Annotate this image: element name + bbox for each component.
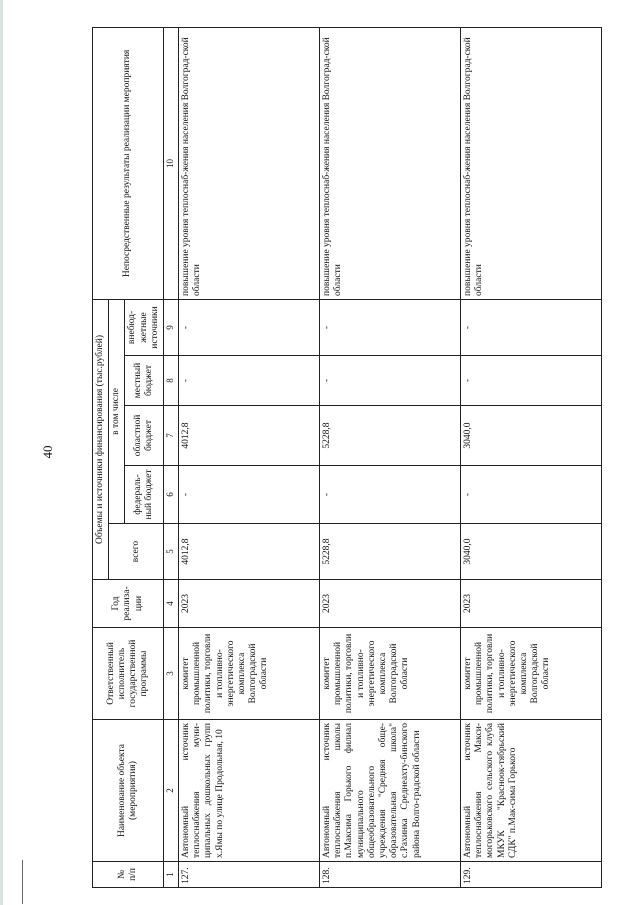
total-amount: 5228,8 [320,524,461,580]
col-number: 9 [164,299,179,355]
object-name: Автономный источник теплоснабжения Макси-могорьковского сельского клуба МКУК "Красноок-тябрьский СДК" п.Мак-сима Горького [461,720,602,862]
col-number: 4 [164,580,179,628]
local-amount: - [461,356,602,406]
col-number: 10 [164,27,179,299]
column-number-row [164,27,179,887]
total-amount: 3040,0 [461,524,602,580]
col-number: 6 [164,466,179,524]
federal-amount: - [320,466,461,524]
federal-amount: - [461,466,602,524]
table-row [179,27,320,887]
col-number: 2 [164,720,179,862]
regional-amount: 3040,0 [461,406,602,466]
executor: комитет промышленной политики, торговли и топливно-энергетического комплекса Волгоградской области [179,628,320,720]
total-amount: 4012,8 [179,524,320,580]
extra-amount: - [461,299,602,355]
col-header-year: Год реализа-ции [93,580,164,628]
col-header-total: всего [109,524,164,580]
col-number: 3 [164,628,179,720]
col-header-regional: областной бюджет [125,406,164,466]
col-header-incl: в том числе [109,299,125,523]
year: 2023 [461,580,602,628]
scan-edge [0,0,3,905]
executor: комитет промышленной политики, торговли и топливно-энергетического комплекса Волгоградской области [461,628,602,720]
col-number: 5 [164,524,179,580]
federal-amount: - [179,466,320,524]
col-header-executor: Ответственный исполнитель государственной программы [93,628,164,720]
result: повышение уровня теплоснаб-жения населения Волгоград-ской области [461,27,602,299]
table-row [320,27,461,887]
year: 2023 [179,580,320,628]
object-name: Автономный источник теплоснабжения школы п.Максима Горького филиал муниципального общеобразовательного учреждения "Средняя обще-образовательная школа" с.Рахинка Среднеахту-бинского района Волго-градской области [320,720,461,862]
table-row [461,27,602,887]
local-amount: - [179,356,320,406]
extra-amount: - [179,299,320,355]
col-header-federal: федераль-ный бюджет [125,466,164,524]
row-num: 129. [461,862,602,888]
row-num: 128. [320,862,461,888]
col-number: 8 [164,356,179,406]
col-header-name: Наименование объекта (мероприятия) [93,720,164,862]
col-header-result: Непосредственные результаты реализации мероприятия [93,27,164,299]
col-header-extra: внебюд-жетные источники [125,299,164,355]
header-row-1 [93,27,109,887]
rotated-table-page [92,28,626,888]
financing-table [92,27,602,888]
result: повышение уровня теплоснаб-жения населения Волгоград-ской области [320,27,461,299]
row-num: 127. [179,862,320,888]
col-number: 1 [164,862,179,888]
object-name: Автономный источник теплоснабжения муни-ципальных дошкольных групп х.Ямы по улице Продольная, 10 [179,720,320,862]
local-amount: - [320,356,461,406]
col-header-local: местный бюджет [125,356,164,406]
col-number: 7 [164,406,179,466]
year: 2023 [320,580,461,628]
regional-amount: 5228,8 [320,406,461,466]
page-number: 40 [40,445,55,459]
regional-amount: 4012,8 [179,406,320,466]
margin-mark [22,860,23,904]
extra-amount: - [320,299,461,355]
col-header-finance: Объемы и источники финансирования (тыс.рублей) [93,299,109,579]
col-header-num: № п/п [93,862,164,888]
result: повышение уровня теплоснаб-жения населения Волгоград-ской области [179,27,320,299]
executor: комитет промышленной политики, торговли и топливно-энергетического комплекса Волгоградской области [320,628,461,720]
